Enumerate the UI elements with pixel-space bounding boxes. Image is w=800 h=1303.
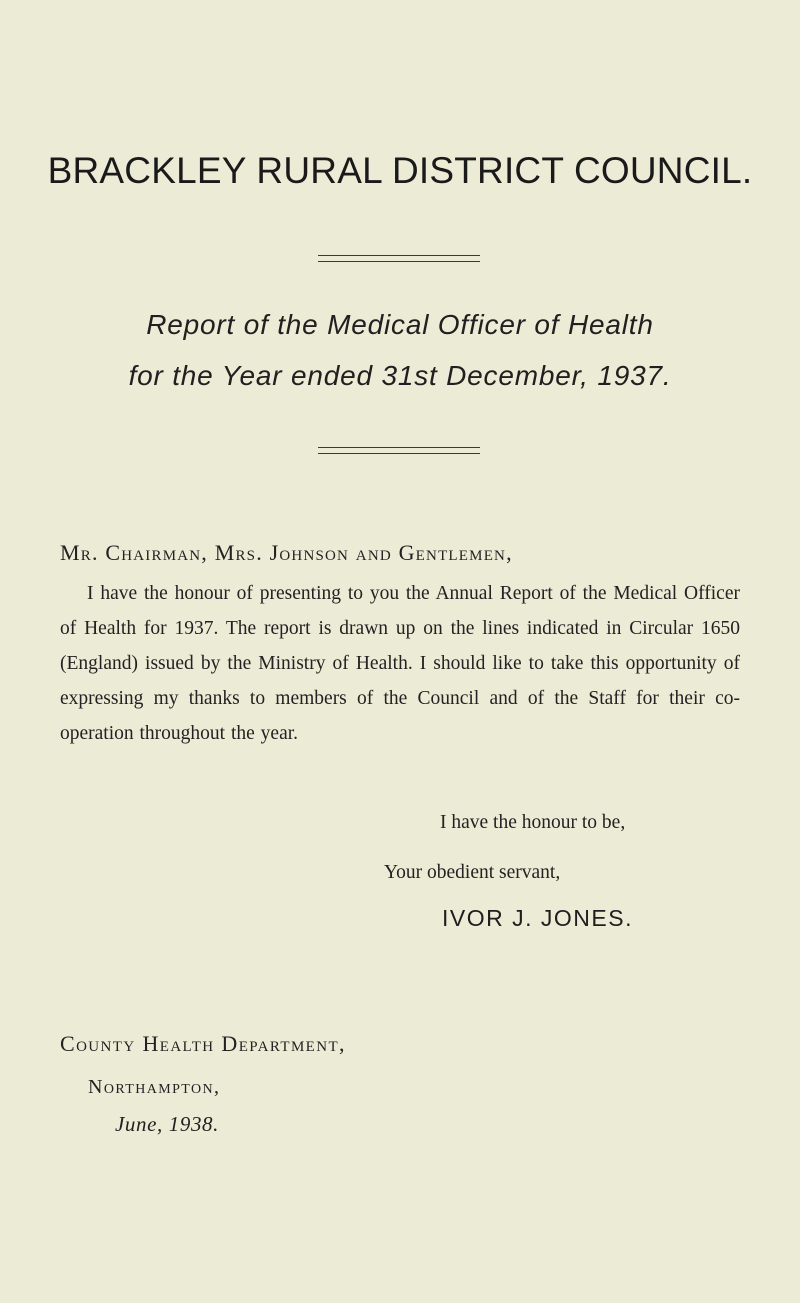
letter-date: June, 1938.: [115, 1112, 219, 1136]
valediction: Your obedient servant,: [384, 862, 561, 883]
double-rule-divider: [318, 255, 480, 262]
salutation: Mr. Chairman, Mrs. Johnson and Gentlemen,: [60, 540, 513, 565]
double-rule-divider: [318, 447, 480, 454]
council-title: BRACKLEY RURAL DISTRICT COUNCIL.: [47, 150, 753, 191]
report-title-line1: Report of the Medical Officer of Health: [146, 309, 654, 340]
letter-paragraph: [60, 576, 740, 751]
letter-paragraph-text: I have the honour of presenting to you the Annual Report of the Medical Officer of Health for 1937. The report is drawn up on the lines indicated in Circular 1650 (England) issued by the Ministry of Health. I should like to take this opportunity of expressing my thanks to members of the Council and of the Staff for their co-operation throughout the year.: [60, 583, 740, 744]
closing-line: I have the honour to be,: [440, 812, 626, 833]
signature: IVOR J. JONES.: [442, 905, 633, 931]
department-name: County Health Department,: [60, 1031, 346, 1056]
department-location: Northampton,: [88, 1076, 221, 1098]
report-title-line2: for the Year ended 31st December, 1937.: [128, 360, 672, 391]
